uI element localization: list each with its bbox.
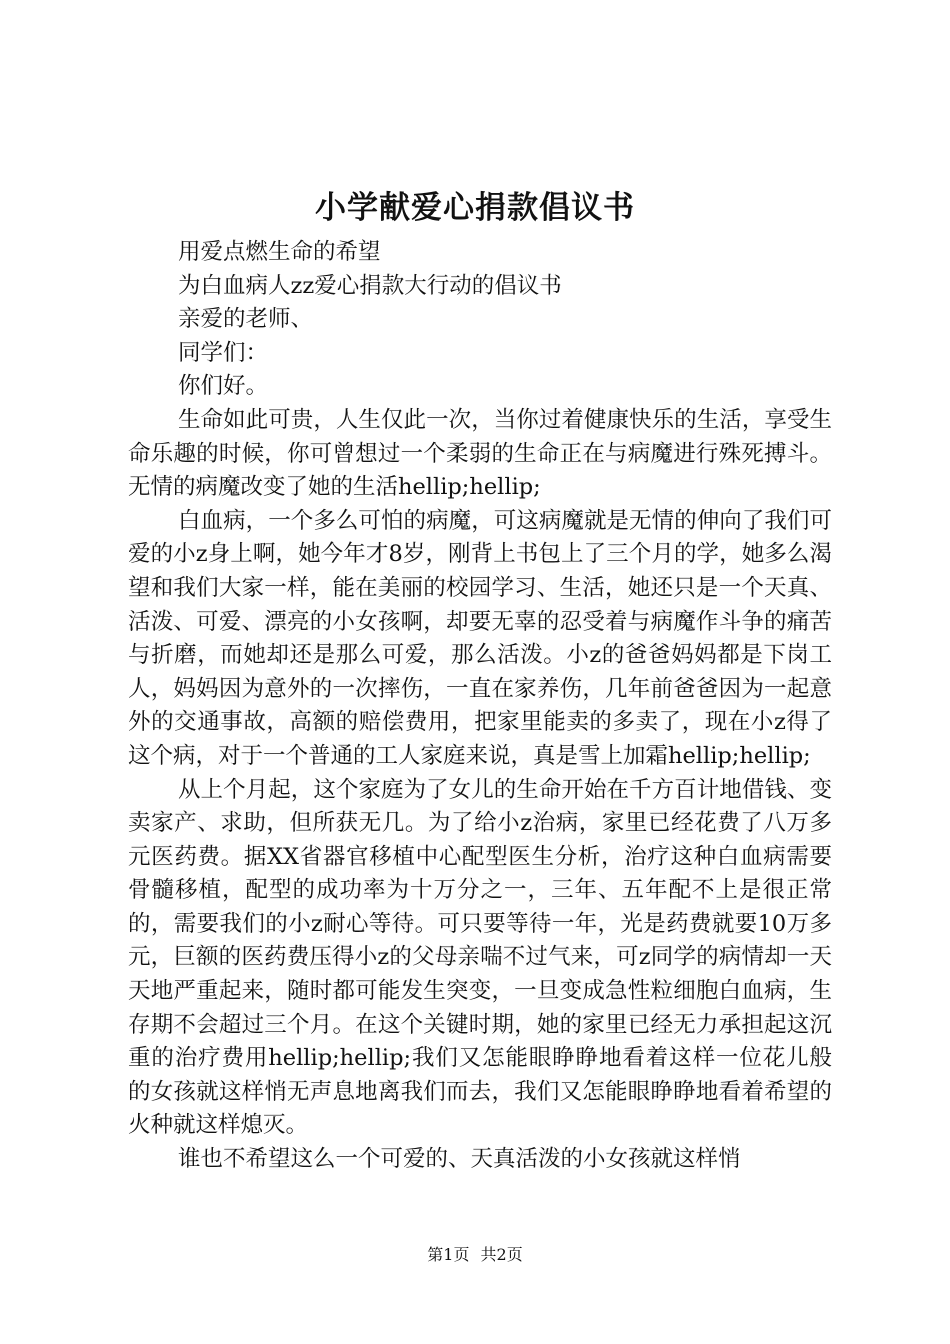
paragraph-body-3: 从上个月起，这个家庭为了女儿的生命开始在千方百计地借钱、变卖家产、求助，但所获无几。为了给小z治病，家里已经花费了八万多元医药费。据XX省器官移植中心配型医生分析，治疗这种白血病需要骨髓移植，配型的成功率为十万分之一，三年、五年配不上是很正常的，需要我们的小z耐心等待。可只要等待一年，光是药费就要10万多元，巨额的医药费压得小z的父母亲喘不过气来，可z同学的病情却一天天地严重起来，随时都可能发生突变，一旦变成急性粒细胞白血病，生存期不会超过三个月。在这个关键时期，她的家里已经无力承担起这沉重的治疗费用hellip;hellip;我们又怎能眼睁睁地看着这样一位花儿般的女孩就这样悄无声息地离我们而去，我们又怎能眼睁睁地看着希望的火种就这样熄灭。 (128, 776, 832, 1139)
paragraph-salutation-teachers: 亲爱的老师、 (178, 306, 314, 333)
paragraph-body-4: 谁也不希望这么一个可爱的、天真活泼的小女孩就这样悄 (178, 1146, 741, 1173)
page-total: 共2页 (480, 1245, 523, 1264)
document-body (128, 236, 832, 1177)
document-title: 小学献爱心捐款倡议书 (315, 190, 635, 226)
paragraph-subtitle: 用爱点燃生命的希望 (178, 239, 381, 265)
page-footer (0, 1244, 950, 1266)
paragraph-body-2: 白血病，一个多么可怕的病魔，可这病魔就是无情的伸向了我们可爱的小z身上啊，她今年才8岁，刚背上书包上了三个月的学，她多么渴望和我们大家一样，能在美丽的校园学习、生活，她还只是一个天真、活泼、可爱、漂亮的小女孩啊，却要无辜的忍受着与病魔作斗争的痛苦与折磨，而她却还是那么可爱，那么活泼。小z的爸爸妈妈都是下岗工人，妈妈因为意外的一次摔伤，一直在家养伤，几年前爸爸因为一起意外的交通事故，高额的赔偿费用，把家里能卖的多卖了，现在小z得了这个病，对于一个普通的工人家庭来说，真是雪上加霜hellip;hellip; (128, 507, 832, 769)
page-number: 第1页 (427, 1245, 470, 1264)
paragraph-heading: 为白血病人zz爱心捐款大行动的倡议书 (178, 272, 562, 299)
paragraph-salutation-students: 同学们： (178, 339, 269, 366)
paragraph-greeting: 你们好。 (178, 373, 269, 400)
paragraph-body-1: 生命如此可贵，人生仅此一次，当你过着健康快乐的生活，享受生命乐趣的时候，你可曾想过一个柔弱的生命正在与病魔进行殊死搏斗。无情的病魔改变了她的生活hellip;hellip; (128, 406, 832, 501)
